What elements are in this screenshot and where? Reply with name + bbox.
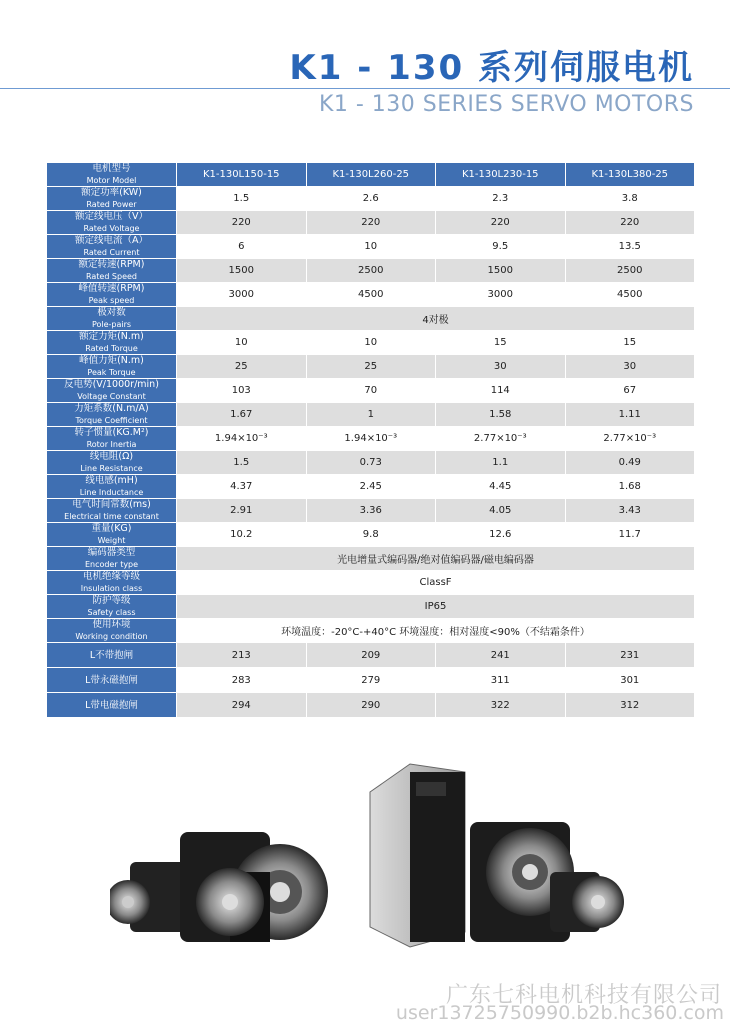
row-label: [47, 547, 177, 571]
model-header: K1-130L230-15: [436, 163, 566, 187]
table-row: [47, 571, 695, 595]
value-cell: 2.6: [306, 187, 436, 211]
header-label-en: Motor Model: [86, 176, 137, 185]
value-cell: 1: [306, 403, 436, 427]
row-label-cn: 编码器类型: [87, 547, 136, 558]
value-cell: 283: [177, 668, 307, 693]
row-label-en: Rated Torque: [85, 344, 138, 353]
table-row: [47, 523, 695, 547]
row-label-cn: 力矩系数(N.m/A): [74, 403, 149, 414]
merged-cell: IP65: [177, 595, 695, 619]
value-cell: 3000: [177, 283, 307, 307]
value-cell: 0.49: [565, 451, 695, 475]
row-label-cn: 额定功率(KW): [81, 187, 142, 198]
row-label: [47, 379, 177, 403]
row-label-cn: 额定线电流（A）: [75, 235, 148, 246]
row-label-cn: 使用环境: [92, 619, 131, 630]
table-row: [47, 475, 695, 499]
row-label-cn: L带永磁抱闸: [85, 674, 138, 686]
value-cell: 1.58: [436, 403, 566, 427]
value-cell: 4.37: [177, 475, 307, 499]
table-row: [47, 693, 695, 718]
row-label-en: Working condition: [75, 632, 148, 641]
row-label-en: Pole-pairs: [91, 320, 132, 329]
row-label: [47, 619, 177, 643]
table-row: [47, 643, 695, 668]
value-cell: 9.8: [306, 523, 436, 547]
value-cell: 4.45: [436, 475, 566, 499]
value-cell: 1500: [436, 259, 566, 283]
value-cell: 1.11: [565, 403, 695, 427]
row-label-en: Line Resistance: [80, 464, 143, 473]
row-label-cn: 线电阻(Ω): [89, 451, 134, 462]
row-label: [47, 643, 177, 668]
table-row: [47, 499, 695, 523]
table-row: [47, 619, 695, 643]
value-cell: 10: [306, 235, 436, 259]
header-label: [47, 163, 177, 187]
value-cell: 25: [306, 355, 436, 379]
value-cell: 2.3: [436, 187, 566, 211]
value-cell: 1.94×10⁻³: [306, 427, 436, 451]
value-cell: 1.5: [177, 451, 307, 475]
merged-cell: 光电增量式编码器/绝对值编码器/磁电编码器: [177, 547, 695, 571]
row-label-en: Rated Power: [86, 200, 137, 209]
row-label-cn: L不带抱闸: [89, 649, 134, 661]
value-cell: 12.6: [436, 523, 566, 547]
value-cell: 2500: [306, 259, 436, 283]
row-label-cn: 转子惯量(KG.M²): [74, 427, 149, 438]
row-label-cn: 极对数: [97, 307, 126, 318]
value-cell: 213: [177, 643, 307, 668]
row-label-cn: 额定线电压（V）: [75, 211, 148, 222]
table-row: [47, 331, 695, 355]
row-label-en: Voltage Constant: [77, 392, 146, 401]
row-label: [47, 693, 177, 718]
value-cell: 241: [436, 643, 566, 668]
row-label: [47, 331, 177, 355]
row-label: [47, 211, 177, 235]
value-cell: 209: [306, 643, 436, 668]
row-label: [47, 595, 177, 619]
row-label-en: Insulation class: [80, 584, 143, 593]
value-cell: 10: [306, 331, 436, 355]
value-cell: 13.5: [565, 235, 695, 259]
value-cell: 3000: [436, 283, 566, 307]
row-label-cn: 重量(KG): [91, 523, 132, 534]
table-row: [47, 355, 695, 379]
value-cell: 220: [177, 211, 307, 235]
row-label-cn: 电气时间常数(ms): [72, 499, 151, 510]
value-cell: 6: [177, 235, 307, 259]
value-cell: 311: [436, 668, 566, 693]
value-cell: 2.91: [177, 499, 307, 523]
row-label-en: Encoder type: [84, 560, 139, 569]
value-cell: 15: [565, 331, 695, 355]
row-label-en: Weight: [97, 536, 126, 545]
value-cell: 2500: [565, 259, 695, 283]
row-label-cn: 额定力矩(N.m): [79, 331, 144, 342]
value-cell: 3.8: [565, 187, 695, 211]
value-cell: 15: [436, 331, 566, 355]
value-cell: 25: [177, 355, 307, 379]
value-cell: 4500: [565, 283, 695, 307]
row-label-en: Rated Current: [83, 248, 140, 257]
table-row: [47, 668, 695, 693]
value-cell: 30: [565, 355, 695, 379]
table-row: [47, 595, 695, 619]
value-cell: 220: [306, 211, 436, 235]
value-cell: 70: [306, 379, 436, 403]
value-cell: 322: [436, 693, 566, 718]
value-cell: 114: [436, 379, 566, 403]
table-row: [47, 283, 695, 307]
row-label: [47, 259, 177, 283]
value-cell: 290: [306, 693, 436, 718]
value-cell: 30: [436, 355, 566, 379]
row-label: [47, 668, 177, 693]
row-label: [47, 283, 177, 307]
model-header: K1-130L260-25: [306, 163, 436, 187]
row-label-cn: L带电磁抱闸: [85, 699, 138, 711]
page-subtitle: K1 - 130 SERIES SERVO MOTORS: [318, 92, 694, 117]
merged-cell: 4对极: [177, 307, 695, 331]
row-label-cn: 线电感(mH): [85, 475, 138, 486]
value-cell: 312: [565, 693, 695, 718]
value-cell: 220: [436, 211, 566, 235]
value-cell: 0.73: [306, 451, 436, 475]
row-label: [47, 427, 177, 451]
value-cell: 231: [565, 643, 695, 668]
header-label-cn: 电机型号: [92, 163, 131, 174]
table-row: [47, 211, 695, 235]
spec-table: [46, 162, 695, 718]
value-cell: 10: [177, 331, 307, 355]
table-row: [47, 451, 695, 475]
row-label: [47, 451, 177, 475]
value-cell: 2.77×10⁻³: [565, 427, 695, 451]
model-header: K1-130L380-25: [565, 163, 695, 187]
value-cell: 4.05: [436, 499, 566, 523]
row-label: [47, 475, 177, 499]
row-label-cn: 电机绝缘等级: [82, 571, 140, 582]
row-label: [47, 307, 177, 331]
value-cell: 279: [306, 668, 436, 693]
value-cell: 1.67: [177, 403, 307, 427]
table-row: [47, 403, 695, 427]
row-label-en: Electrical time constant: [64, 512, 159, 521]
row-label: [47, 403, 177, 427]
servo-motors-image: [110, 752, 630, 952]
title-rule: [0, 88, 730, 89]
row-label: [47, 499, 177, 523]
value-cell: 220: [565, 211, 695, 235]
value-cell: 1.94×10⁻³: [177, 427, 307, 451]
table-row: [47, 427, 695, 451]
row-label-en: Peak speed: [88, 296, 135, 305]
row-label-cn: 反电势(V/1000r/min): [64, 379, 159, 390]
row-label: [47, 355, 177, 379]
value-cell: 11.7: [565, 523, 695, 547]
value-cell: 1.5: [177, 187, 307, 211]
value-cell: 301: [565, 668, 695, 693]
row-label-en: Rated Speed: [85, 272, 138, 281]
row-label-cn: 额定转速(RPM): [78, 259, 145, 270]
value-cell: 2.77×10⁻³: [436, 427, 566, 451]
row-label: [47, 571, 177, 595]
value-cell: 4500: [306, 283, 436, 307]
value-cell: 1500: [177, 259, 307, 283]
table-row: [47, 547, 695, 571]
merged-cell: 环境温度：-20°C-+40°C 环境湿度：相对湿度<90%（不结霜条件）: [177, 619, 695, 643]
row-label: [47, 523, 177, 547]
value-cell: 103: [177, 379, 307, 403]
value-cell: 1.1: [436, 451, 566, 475]
row-label-en: Line Inductance: [79, 488, 144, 497]
row-label-cn: 峰值力矩(N.m): [79, 355, 144, 366]
row-label-cn: 峰值转速(RPM): [78, 283, 145, 294]
table-row: [47, 187, 695, 211]
row-label-en: Peak Torque: [87, 368, 136, 377]
value-cell: 3.43: [565, 499, 695, 523]
merged-cell: ClassF: [177, 571, 695, 595]
watermark-company: 广东七科电机科技有限公司: [445, 983, 722, 1008]
row-label: [47, 187, 177, 211]
value-cell: 1.68: [565, 475, 695, 499]
table-row: [47, 307, 695, 331]
row-label-en: Rated Voltage: [83, 224, 140, 233]
table-row: [47, 259, 695, 283]
page-title: K1 - 130 系列伺服电机: [289, 48, 694, 88]
value-cell: 67: [565, 379, 695, 403]
row-label-en: Safety class: [87, 608, 136, 617]
value-cell: 10.2: [177, 523, 307, 547]
row-label-cn: 防护等级: [92, 595, 131, 606]
row-label-en: Torque Coefficient: [75, 416, 148, 425]
model-header: K1-130L150-15: [177, 163, 307, 187]
table-row: [47, 235, 695, 259]
row-label: [47, 235, 177, 259]
table-row: [47, 379, 695, 403]
value-cell: 294: [177, 693, 307, 718]
value-cell: 2.45: [306, 475, 436, 499]
watermark-site: user13725750990.b2b.hc360.com: [395, 1002, 724, 1024]
value-cell: 3.36: [306, 499, 436, 523]
row-label-en: Rotor Inertia: [86, 440, 137, 449]
value-cell: 9.5: [436, 235, 566, 259]
